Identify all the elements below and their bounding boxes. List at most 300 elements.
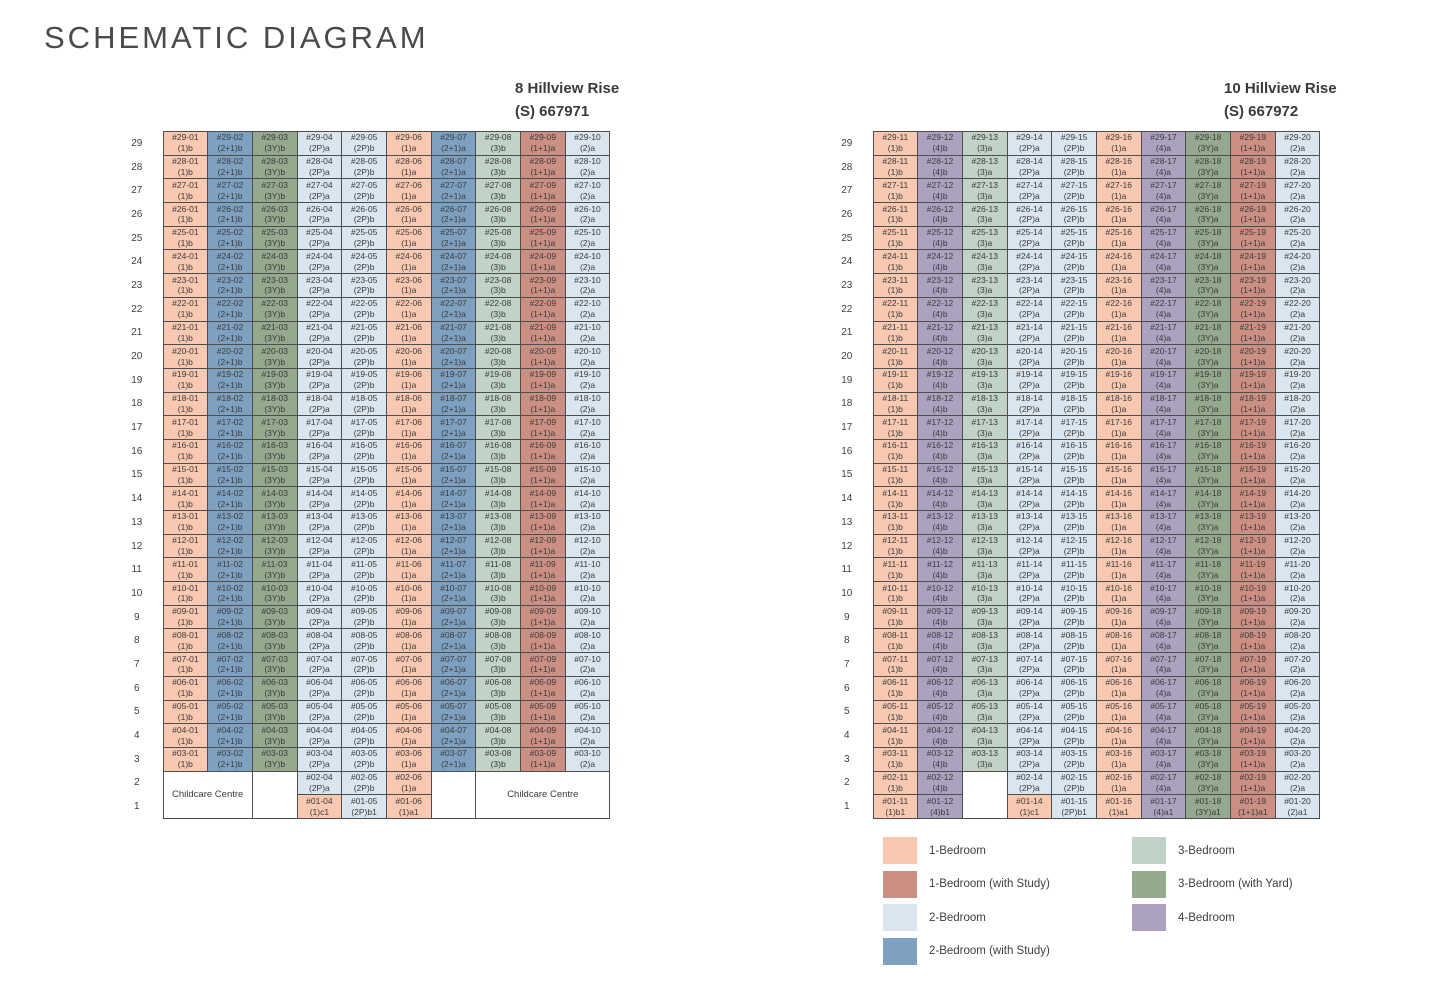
unit-number: #29-16 [1105, 132, 1133, 143]
unit-cell [342, 487, 387, 511]
unit-type: (2P)b [353, 759, 375, 770]
unit-number: #10-17 [1150, 582, 1177, 593]
unit-cell [521, 463, 566, 487]
unit-cell [476, 368, 521, 392]
floor-row [821, 771, 1320, 795]
unit-number: #17-13 [971, 416, 998, 427]
unit-cell [1275, 368, 1320, 392]
unit-cell [342, 274, 387, 298]
unit-number: #10-18 [1194, 582, 1222, 593]
unit-number: #06-08 [484, 677, 512, 688]
building-10-schematic-table [821, 131, 1320, 819]
unit-cell [565, 274, 610, 298]
unit-number: #20-07 [440, 345, 467, 356]
unit-number: #06-03 [261, 677, 288, 688]
unit-number: #15-20 [1284, 464, 1311, 475]
unit-number: #08-05 [350, 629, 378, 640]
unit-number: #24-02 [216, 250, 244, 261]
unit-type: (2P)a [1019, 474, 1040, 485]
unit-number: #21-06 [395, 321, 423, 332]
unit-cell [565, 511, 610, 535]
unit-cell [521, 345, 566, 369]
unit-type: (1+1)a [530, 285, 556, 296]
unit-number: #01-20 [1284, 795, 1311, 806]
unit-cell [1052, 463, 1097, 487]
unit-cell [521, 558, 566, 582]
unit-number: #26-17 [1150, 203, 1177, 214]
unit-cell [208, 724, 253, 748]
unit-cell [208, 250, 253, 274]
unit-cell [962, 392, 1007, 416]
unit-type: (2+1)b [217, 546, 243, 557]
unit-type: (3)a [977, 427, 993, 438]
unit-cell [163, 439, 208, 463]
unit-cell [431, 321, 476, 345]
unit-number: #26-09 [529, 203, 557, 214]
unit-number: #02-16 [1105, 772, 1133, 783]
unit-cell [297, 392, 342, 416]
unit-number: #27-05 [350, 179, 378, 190]
unit-cell [1186, 629, 1231, 653]
unit-number: #27-13 [971, 179, 998, 190]
unit-number: #03-04 [306, 748, 333, 759]
unit-type: (2P)b [353, 569, 375, 580]
unit-type: (1+1)a [530, 356, 556, 367]
unit-type: (2P)b [353, 451, 375, 462]
unit-number: #08-15 [1060, 629, 1088, 640]
unit-cell [1275, 534, 1320, 558]
unit-cell [918, 747, 963, 771]
unit-number: #24-18 [1194, 250, 1222, 261]
unit-number: #27-08 [484, 179, 512, 190]
floor-label: 17 [841, 422, 853, 434]
unit-number: #03-17 [1150, 748, 1177, 759]
unit-cell [342, 155, 387, 179]
unit-cell [1052, 203, 1097, 227]
unit-number: #13-20 [1284, 511, 1311, 522]
unit-number: #19-18 [1194, 369, 1222, 380]
unit-number: #29-12 [926, 132, 954, 143]
unit-type: (3Y)a [1197, 664, 1219, 675]
unit-cell [565, 605, 610, 629]
floor-row [821, 226, 1320, 250]
unit-type: (3Y)a [1197, 356, 1219, 367]
unit-type: (4)b [932, 522, 948, 533]
unit-cell [918, 392, 963, 416]
unit-number: #12-08 [484, 535, 512, 546]
unit-number: #13-05 [350, 511, 378, 522]
unit-cell [1275, 345, 1320, 369]
unit-type: (2P)b [353, 332, 375, 343]
unit-type: (2P)a [1019, 569, 1040, 580]
unit-type: (1)b [177, 427, 193, 438]
unit-number: #11-12 [927, 558, 953, 569]
unit-cell [1096, 676, 1141, 700]
unit-type: (1)b [887, 474, 903, 485]
unit-type: (4)b [932, 688, 948, 699]
unit-type: (4)a [1155, 356, 1172, 367]
unit-number: #12-11 [882, 535, 909, 546]
unit-number: #28-05 [350, 156, 378, 167]
unit-cell [1141, 321, 1186, 345]
unit-cell [918, 274, 963, 298]
unit-type: (2)a [579, 711, 596, 722]
unit-type: (3)a [977, 664, 993, 675]
unit-type: (4)a [1155, 593, 1172, 604]
unit-number: #27-19 [1239, 179, 1267, 190]
unit-type: (1)a [1111, 285, 1127, 296]
unit-type: (2)a [579, 238, 596, 249]
unit-type: (2)a [579, 309, 596, 320]
unit-number: #14-08 [484, 487, 512, 498]
unit-number: #05-19 [1239, 700, 1267, 711]
unit-type: (2+1)a [441, 451, 466, 462]
floor-row [821, 463, 1320, 487]
unit-number: #05-12 [926, 700, 954, 711]
unit-number: #16-17 [1150, 440, 1177, 451]
schematic-table [821, 131, 1320, 819]
floor-label: 22 [131, 303, 143, 315]
unit-type: (3Y)b [264, 190, 286, 201]
unit-cell [1052, 511, 1097, 535]
legend-label: 1-Bedroom [929, 844, 986, 857]
building-postal: (S) 667972 [1224, 102, 1299, 120]
unit-number: #24-07 [440, 250, 467, 261]
unit-type: (3Y)a [1197, 238, 1219, 249]
unit-type: (1)a [1111, 309, 1127, 320]
unit-cell [476, 132, 521, 156]
unit-type: (4)a [1155, 167, 1172, 178]
unit-type: (2P)b [353, 782, 375, 793]
unit-number: #28-14 [1016, 156, 1043, 167]
unit-cell [386, 463, 431, 487]
unit-cell [1141, 676, 1186, 700]
unit-type: (3Y)b [264, 309, 286, 320]
unit-number: #21-02 [216, 321, 244, 332]
unit-number: #15-09 [529, 464, 557, 475]
unit-cell [873, 345, 918, 369]
unit-number: #12-04 [306, 535, 333, 546]
legend-swatch [883, 837, 917, 864]
unit-number: #03-10 [574, 748, 601, 759]
unit-type: (3)a [977, 474, 993, 485]
unit-number: #15-08 [484, 464, 512, 475]
unit-cell [873, 582, 918, 606]
unit-number: #12-03 [261, 535, 288, 546]
unit-number: #19-10 [574, 369, 601, 380]
unit-cell [386, 558, 431, 582]
unit-cell [342, 368, 387, 392]
unit-type: (2P)a [1019, 688, 1040, 699]
unit-type: (2P)a [1019, 617, 1040, 628]
unit-type: (1)a [1111, 190, 1127, 201]
unit-number: #26-02 [216, 203, 244, 214]
unit-type: (2)a1 [1287, 806, 1308, 817]
unit-number: #29-04 [306, 132, 333, 143]
unit-cell [431, 179, 476, 203]
unit-type: (3Y)b [264, 261, 286, 272]
legend-label: 3-Bedroom (with Yard) [1178, 878, 1293, 890]
unit-type: (2+1)a [441, 190, 466, 201]
unit-type: (2+1)a [441, 735, 466, 746]
unit-type: (1)a [401, 664, 417, 675]
unit-number: #15-18 [1194, 464, 1222, 475]
unit-cell [1186, 155, 1231, 179]
unit-type: (1)a [1111, 759, 1127, 770]
unit-type: (2P)b [353, 285, 375, 296]
unit-type: (2+1)b [217, 688, 243, 699]
unit-type: (2P)a [1019, 332, 1040, 343]
unit-type: (4)a [1155, 474, 1172, 485]
unit-type: (2P)b [353, 403, 375, 414]
unit-type: (2P)a [309, 190, 330, 201]
floor-row [821, 297, 1320, 321]
unit-type: (3)a [977, 522, 993, 533]
unit-number: #09-18 [1194, 606, 1222, 617]
unit-type: (1+1)a [1240, 356, 1266, 367]
unit-type: (3Y)a [1197, 498, 1219, 509]
legend-item [883, 904, 1050, 931]
unit-number: #10-02 [216, 582, 244, 593]
unit-number: #20-18 [1194, 345, 1222, 356]
legend-swatch [883, 871, 917, 898]
unit-type: (1)a [401, 688, 417, 699]
unit-type: (3Y)b [264, 403, 286, 414]
unit-number: #20-01 [172, 345, 199, 356]
unit-cell [386, 203, 431, 227]
unit-type: (2)a [579, 474, 596, 485]
unit-cell [1141, 250, 1186, 274]
floor-label: 13 [131, 516, 143, 528]
unit-number: #06-15 [1060, 677, 1088, 688]
unit-number: #17-09 [529, 416, 557, 427]
unit-type: (2P)b [1063, 143, 1085, 154]
unit-cell [386, 274, 431, 298]
unit-type: (2+1)a [441, 522, 466, 533]
building-8-schematic-table [111, 131, 610, 819]
unit-type: (3)b [490, 167, 506, 178]
unit-cell [252, 629, 297, 653]
unit-cell [1275, 487, 1320, 511]
floor-label: 10 [841, 587, 853, 599]
unit-type: (1)a [401, 261, 417, 272]
unit-type: (1)b1 [885, 806, 906, 817]
unit-number: #06-12 [926, 677, 954, 688]
unit-cell [1096, 368, 1141, 392]
unit-type: (1)b [177, 309, 193, 320]
unit-number: #17-08 [484, 416, 512, 427]
unit-type: (2P)b [353, 143, 375, 154]
unit-cell [386, 629, 431, 653]
unit-number: #22-08 [484, 298, 512, 309]
floor-row [111, 653, 610, 677]
unit-number: #08-04 [306, 629, 333, 640]
unit-number: #21-13 [971, 321, 998, 332]
unit-cell [565, 321, 610, 345]
unit-number: #05-10 [574, 700, 601, 711]
unit-number: #29-09 [529, 132, 557, 143]
unit-type: (2)a [1289, 759, 1306, 770]
unit-cell [1096, 795, 1141, 819]
unit-type: (1)b [887, 214, 903, 225]
unit-number: #25-13 [971, 227, 998, 238]
unit-number: #04-08 [484, 724, 512, 735]
building-postal: (S) 667971 [515, 102, 590, 120]
unit-cell [431, 250, 476, 274]
unit-cell [918, 155, 963, 179]
unit-cell [1275, 392, 1320, 416]
unit-number: #29-02 [216, 132, 244, 143]
unit-number: #17-20 [1284, 416, 1311, 427]
unit-type: (2P)b [1063, 522, 1085, 533]
unit-number: #19-06 [395, 369, 423, 380]
unit-number: #23-19 [1239, 274, 1267, 285]
unit-cell [252, 203, 297, 227]
unit-cell [521, 487, 566, 511]
unit-cell [342, 463, 387, 487]
unit-cell [163, 511, 208, 535]
unit-type: (1)b [887, 380, 903, 391]
unit-number: #24-11 [882, 250, 909, 261]
unit-cell [521, 653, 566, 677]
floor-row [111, 700, 610, 724]
unit-number: #27-18 [1194, 179, 1222, 190]
unit-cell [1275, 250, 1320, 274]
unit-number: #19-15 [1060, 369, 1088, 380]
unit-number: #12-07 [440, 535, 467, 546]
unit-cell [431, 155, 476, 179]
unit-type: (2P)b [353, 474, 375, 485]
unit-cell [297, 439, 342, 463]
unit-type: (3)a [977, 238, 993, 249]
unit-type: (2)a [1289, 640, 1306, 651]
unit-cell [163, 416, 208, 440]
unit-cell [1275, 558, 1320, 582]
unit-number: #08-12 [926, 629, 954, 640]
unit-type: (2)a [579, 427, 596, 438]
unit-number: #21-10 [574, 321, 601, 332]
unit-type: (1)b [887, 190, 903, 201]
unit-type: (1)b [887, 285, 903, 296]
unit-type: (1+1)a [530, 403, 556, 414]
unit-number: #13-13 [971, 511, 998, 522]
unit-cell [565, 747, 610, 771]
unit-type: (2+1)b [217, 664, 243, 675]
unit-cell [163, 676, 208, 700]
unit-type: (2P)a [1019, 403, 1040, 414]
unit-number: #26-15 [1060, 203, 1088, 214]
unit-number: #14-11 [882, 487, 909, 498]
floor-row [821, 747, 1320, 771]
unit-type: (3)b [490, 593, 506, 604]
floor-label: 18 [841, 398, 853, 410]
floor-label: 5 [133, 706, 140, 718]
unit-cell [1141, 392, 1186, 416]
unit-cell [962, 724, 1007, 748]
unit-cell [1096, 203, 1141, 227]
unit-cell [1007, 487, 1052, 511]
unit-cell [297, 747, 342, 771]
unit-type: (1+1)a [530, 711, 556, 722]
unit-cell [386, 795, 431, 819]
unit-cell [208, 463, 253, 487]
floor-row [111, 274, 610, 298]
unit-type: (2)a [579, 332, 596, 343]
unit-cell [1007, 653, 1052, 677]
unit-cell [1096, 582, 1141, 606]
unit-number: #29-08 [484, 132, 512, 143]
unit-cell [1141, 203, 1186, 227]
unit-number: #18-19 [1239, 393, 1267, 404]
unit-number: #26-14 [1016, 203, 1043, 214]
unit-cell [1275, 297, 1320, 321]
unit-cell [386, 179, 431, 203]
unit-type: (3)a [977, 261, 993, 272]
unit-number: #27-04 [306, 179, 333, 190]
unit-cell [1141, 511, 1186, 535]
unit-number: #20-11 [882, 345, 909, 356]
unit-type: (1+1)a [1240, 143, 1266, 154]
unit-number: #22-09 [529, 298, 557, 309]
unit-number: #20-13 [971, 345, 998, 356]
unit-type: (3)a [977, 569, 993, 580]
unit-type: (1+1)a [1240, 617, 1266, 628]
unit-type: (1)b [177, 143, 193, 154]
unit-type: (1)a [401, 427, 417, 438]
unit-number: #01-06 [395, 795, 423, 806]
unit-number: #22-07 [440, 298, 467, 309]
unit-number: #05-05 [350, 700, 378, 711]
unit-type: (2+1)a [441, 332, 466, 343]
unit-type: (1+1)a [530, 309, 556, 320]
unit-number: #20-05 [350, 345, 378, 356]
unit-cell [1096, 724, 1141, 748]
unit-number: #20-17 [1150, 345, 1177, 356]
unit-cell [1231, 724, 1276, 748]
unit-type: (2P)a [309, 546, 330, 557]
unit-type: (1)a [401, 474, 417, 485]
legend-item [883, 837, 1050, 864]
unit-number: #09-15 [1060, 606, 1088, 617]
unit-type: (2P)a [1019, 427, 1040, 438]
floor-label: 26 [841, 208, 853, 220]
unit-cell [342, 747, 387, 771]
unit-number: #26-12 [926, 203, 954, 214]
unit-type: (2P)b [1063, 167, 1085, 178]
unit-cell [1096, 132, 1141, 156]
unit-type: (1)b [887, 309, 903, 320]
unit-type: (3Y)a [1197, 190, 1219, 201]
floor-row [111, 392, 610, 416]
unit-cell [1231, 771, 1276, 795]
unit-number: #28-16 [1105, 156, 1133, 167]
unit-type: (2P)b [353, 617, 375, 628]
unit-type: (3)a [977, 451, 993, 462]
floor-label: 1 [843, 801, 850, 813]
unit-type: (3Y)a [1197, 167, 1219, 178]
unit-number: #07-07 [440, 653, 467, 664]
unit-number: #16-18 [1194, 440, 1222, 451]
unit-cell [342, 392, 387, 416]
unit-cell [297, 629, 342, 653]
unit-number: #16-09 [529, 440, 557, 451]
unit-type: (1+1)a [1240, 640, 1266, 651]
unit-cell [873, 558, 918, 582]
unit-number: #09-10 [574, 606, 601, 617]
unit-type: (2)a [1289, 451, 1306, 462]
unit-cell [1186, 321, 1231, 345]
unit-cell [252, 179, 297, 203]
